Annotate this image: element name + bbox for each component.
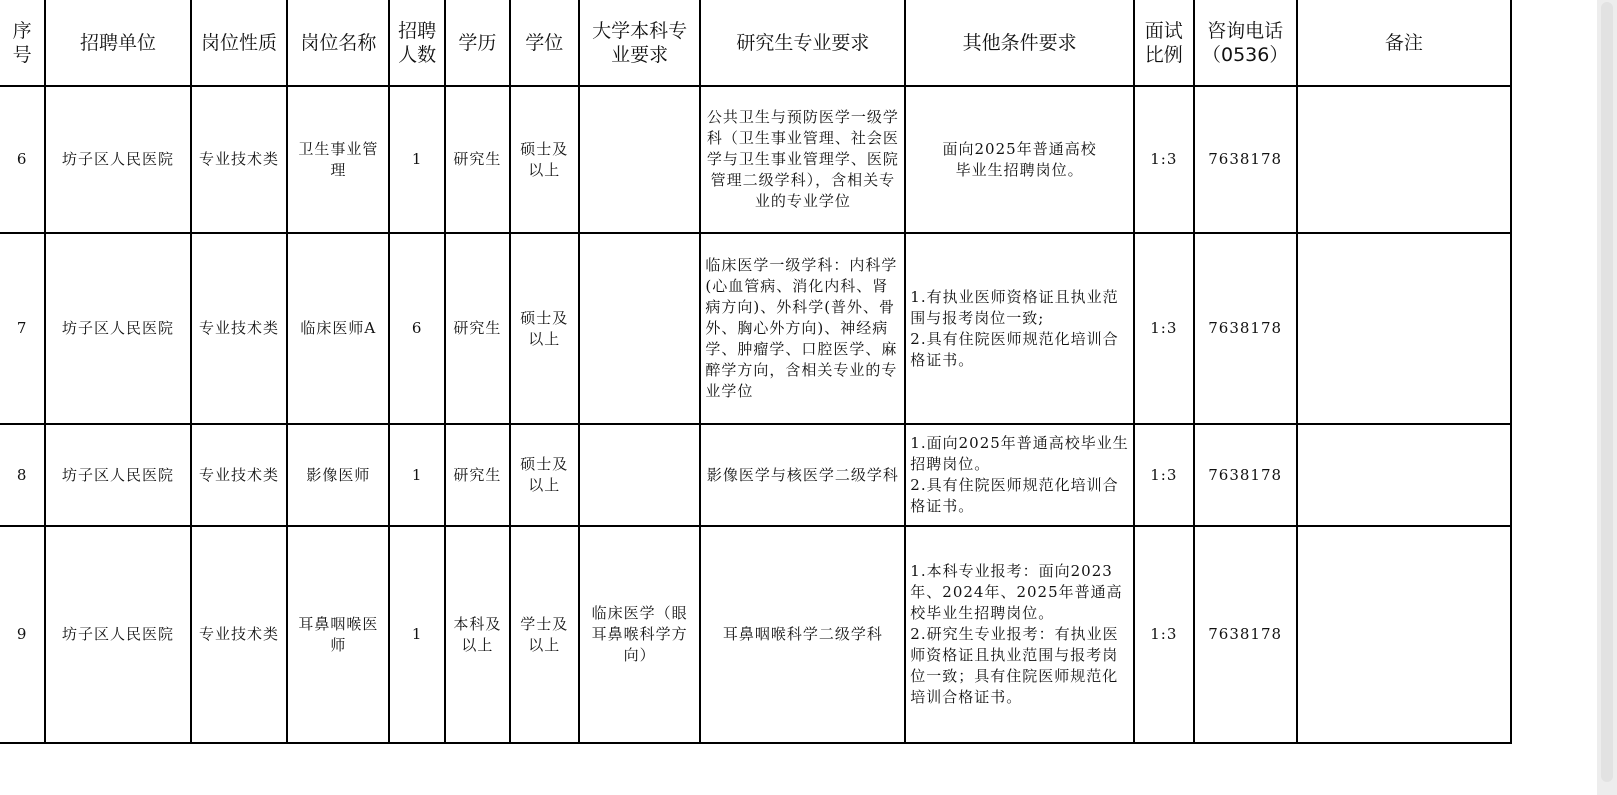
cell-degree: 学士及以上: [510, 526, 579, 743]
header-grad-major: 研究生专业要求: [700, 0, 905, 86]
header-unit: 招聘单位: [45, 0, 190, 86]
other-line: 1.面向2025年普通高校毕业生招聘岗位。: [910, 434, 1129, 473]
header-other: 其他条件要求: [905, 0, 1134, 86]
cell-seq: 8: [0, 424, 45, 526]
cell-edu: 研究生: [445, 424, 510, 526]
cell-unit: 坊子区人民医院: [45, 86, 190, 233]
cell-ug-major: [579, 424, 701, 526]
cell-unit: 坊子区人民医院: [45, 526, 190, 743]
other-line: 2.具有住院医师规范化培训合格证书。: [910, 476, 1119, 515]
cell-count: 1: [389, 86, 445, 233]
cell-other: [905, 233, 1134, 424]
cell-count: 1: [389, 526, 445, 743]
cell-edu: 研究生: [445, 233, 510, 424]
table-row: [0, 424, 1511, 526]
cell-ug-major: 临床医学（眼耳鼻喉科学方向）: [579, 526, 701, 743]
cell-remark: [1297, 526, 1511, 743]
other-line: 面向2025年普通高校: [942, 139, 1097, 158]
cell-remark: [1297, 86, 1511, 233]
header-degree: 学位: [510, 0, 579, 86]
cell-grad-major: 公共卫生与预防医学一级学科（卫生事业管理、社会医学与卫生事业管理学、医院管理二级学科），含相关专业的专业学位: [700, 86, 905, 233]
header-nature: 岗位性质: [191, 0, 288, 86]
cell-unit: 坊子区人民医院: [45, 233, 190, 424]
header-ug-major: 大学本科专业要求: [579, 0, 701, 86]
cell-phone: 7638178: [1194, 86, 1297, 233]
table-row: [0, 233, 1511, 424]
cell-other: [905, 526, 1134, 743]
cell-edu: 研究生: [445, 86, 510, 233]
cell-grad-major: 临床医学一级学科：内科学(心血管病、消化内科、肾病方向)、外科学(普外、骨外、胸心外方向)、神经病学、肿瘤学、口腔医学、麻醉学方向，含相关专业的专业学位: [700, 233, 905, 424]
cell-other: [905, 86, 1134, 233]
other-line: 2.具有住院医师规范化培训合格证书。: [910, 329, 1119, 369]
cell-edu: 本科及以上: [445, 526, 510, 743]
header-remark: 备注: [1297, 0, 1511, 86]
header-count: 招聘人数: [389, 0, 445, 86]
other-line: 1.有执业医师资格证且执业范围与报考岗位一致;: [910, 287, 1119, 327]
cell-degree: 硕士及以上: [510, 233, 579, 424]
cell-ratio: 1:3: [1134, 86, 1194, 233]
table-row: [0, 86, 1511, 233]
cell-phone: 7638178: [1194, 233, 1297, 424]
table-row: [0, 526, 1511, 743]
scrollbar-thumb[interactable]: [1601, 2, 1613, 782]
cell-grad-major: 影像医学与核医学二级学科: [700, 424, 905, 526]
cell-ug-major: [579, 233, 701, 424]
cell-ratio: 1:3: [1134, 233, 1194, 424]
cell-remark: [1297, 233, 1511, 424]
cell-other: [905, 424, 1134, 526]
cell-ratio: 1:3: [1134, 526, 1194, 743]
cell-post: 耳鼻咽喉医师: [287, 526, 389, 743]
cell-seq: 6: [0, 86, 45, 233]
cell-degree: 硕士及以上: [510, 424, 579, 526]
cell-count: 6: [389, 233, 445, 424]
vertical-scrollbar[interactable]: [1597, 0, 1617, 795]
cell-grad-major: 耳鼻咽喉科学二级学科: [700, 526, 905, 743]
cell-phone: 7638178: [1194, 424, 1297, 526]
other-line: 2.研究生专业报考：有执业医师资格证且执业范围与报考岗位一致；具有住院医师规范化培训合格证书。: [910, 625, 1119, 706]
header-phone: 咨询电话（0536）: [1194, 0, 1297, 86]
cell-ug-major: [579, 86, 701, 233]
cell-nature: 专业技术类: [191, 86, 288, 233]
cell-nature: 专业技术类: [191, 424, 288, 526]
cell-post: 临床医师A: [287, 233, 389, 424]
cell-seq: 7: [0, 233, 45, 424]
header-ratio: 面试比例: [1134, 0, 1194, 86]
cell-seq: 9: [0, 526, 45, 743]
header-post: 岗位名称: [287, 0, 389, 86]
cell-post: 影像医师: [287, 424, 389, 526]
cell-degree: 硕士及以上: [510, 86, 579, 233]
cell-phone: 7638178: [1194, 526, 1297, 743]
cell-ratio: 1:3: [1134, 424, 1194, 526]
cell-remark: [1297, 424, 1511, 526]
header-seq: 序号: [0, 0, 45, 86]
header-edu: 学历: [445, 0, 510, 86]
other-line: 1.本科专业报考：面向2023年、2024年、2025年普通高校毕业生招聘岗位。: [910, 562, 1123, 622]
cell-unit: 坊子区人民医院: [45, 424, 190, 526]
cell-count: 1: [389, 424, 445, 526]
cell-nature: 专业技术类: [191, 526, 288, 743]
cell-nature: 专业技术类: [191, 233, 288, 424]
other-line: 毕业生招聘岗位。: [955, 160, 1084, 179]
header-row: [0, 0, 1511, 86]
cell-post: 卫生事业管理: [287, 86, 389, 233]
